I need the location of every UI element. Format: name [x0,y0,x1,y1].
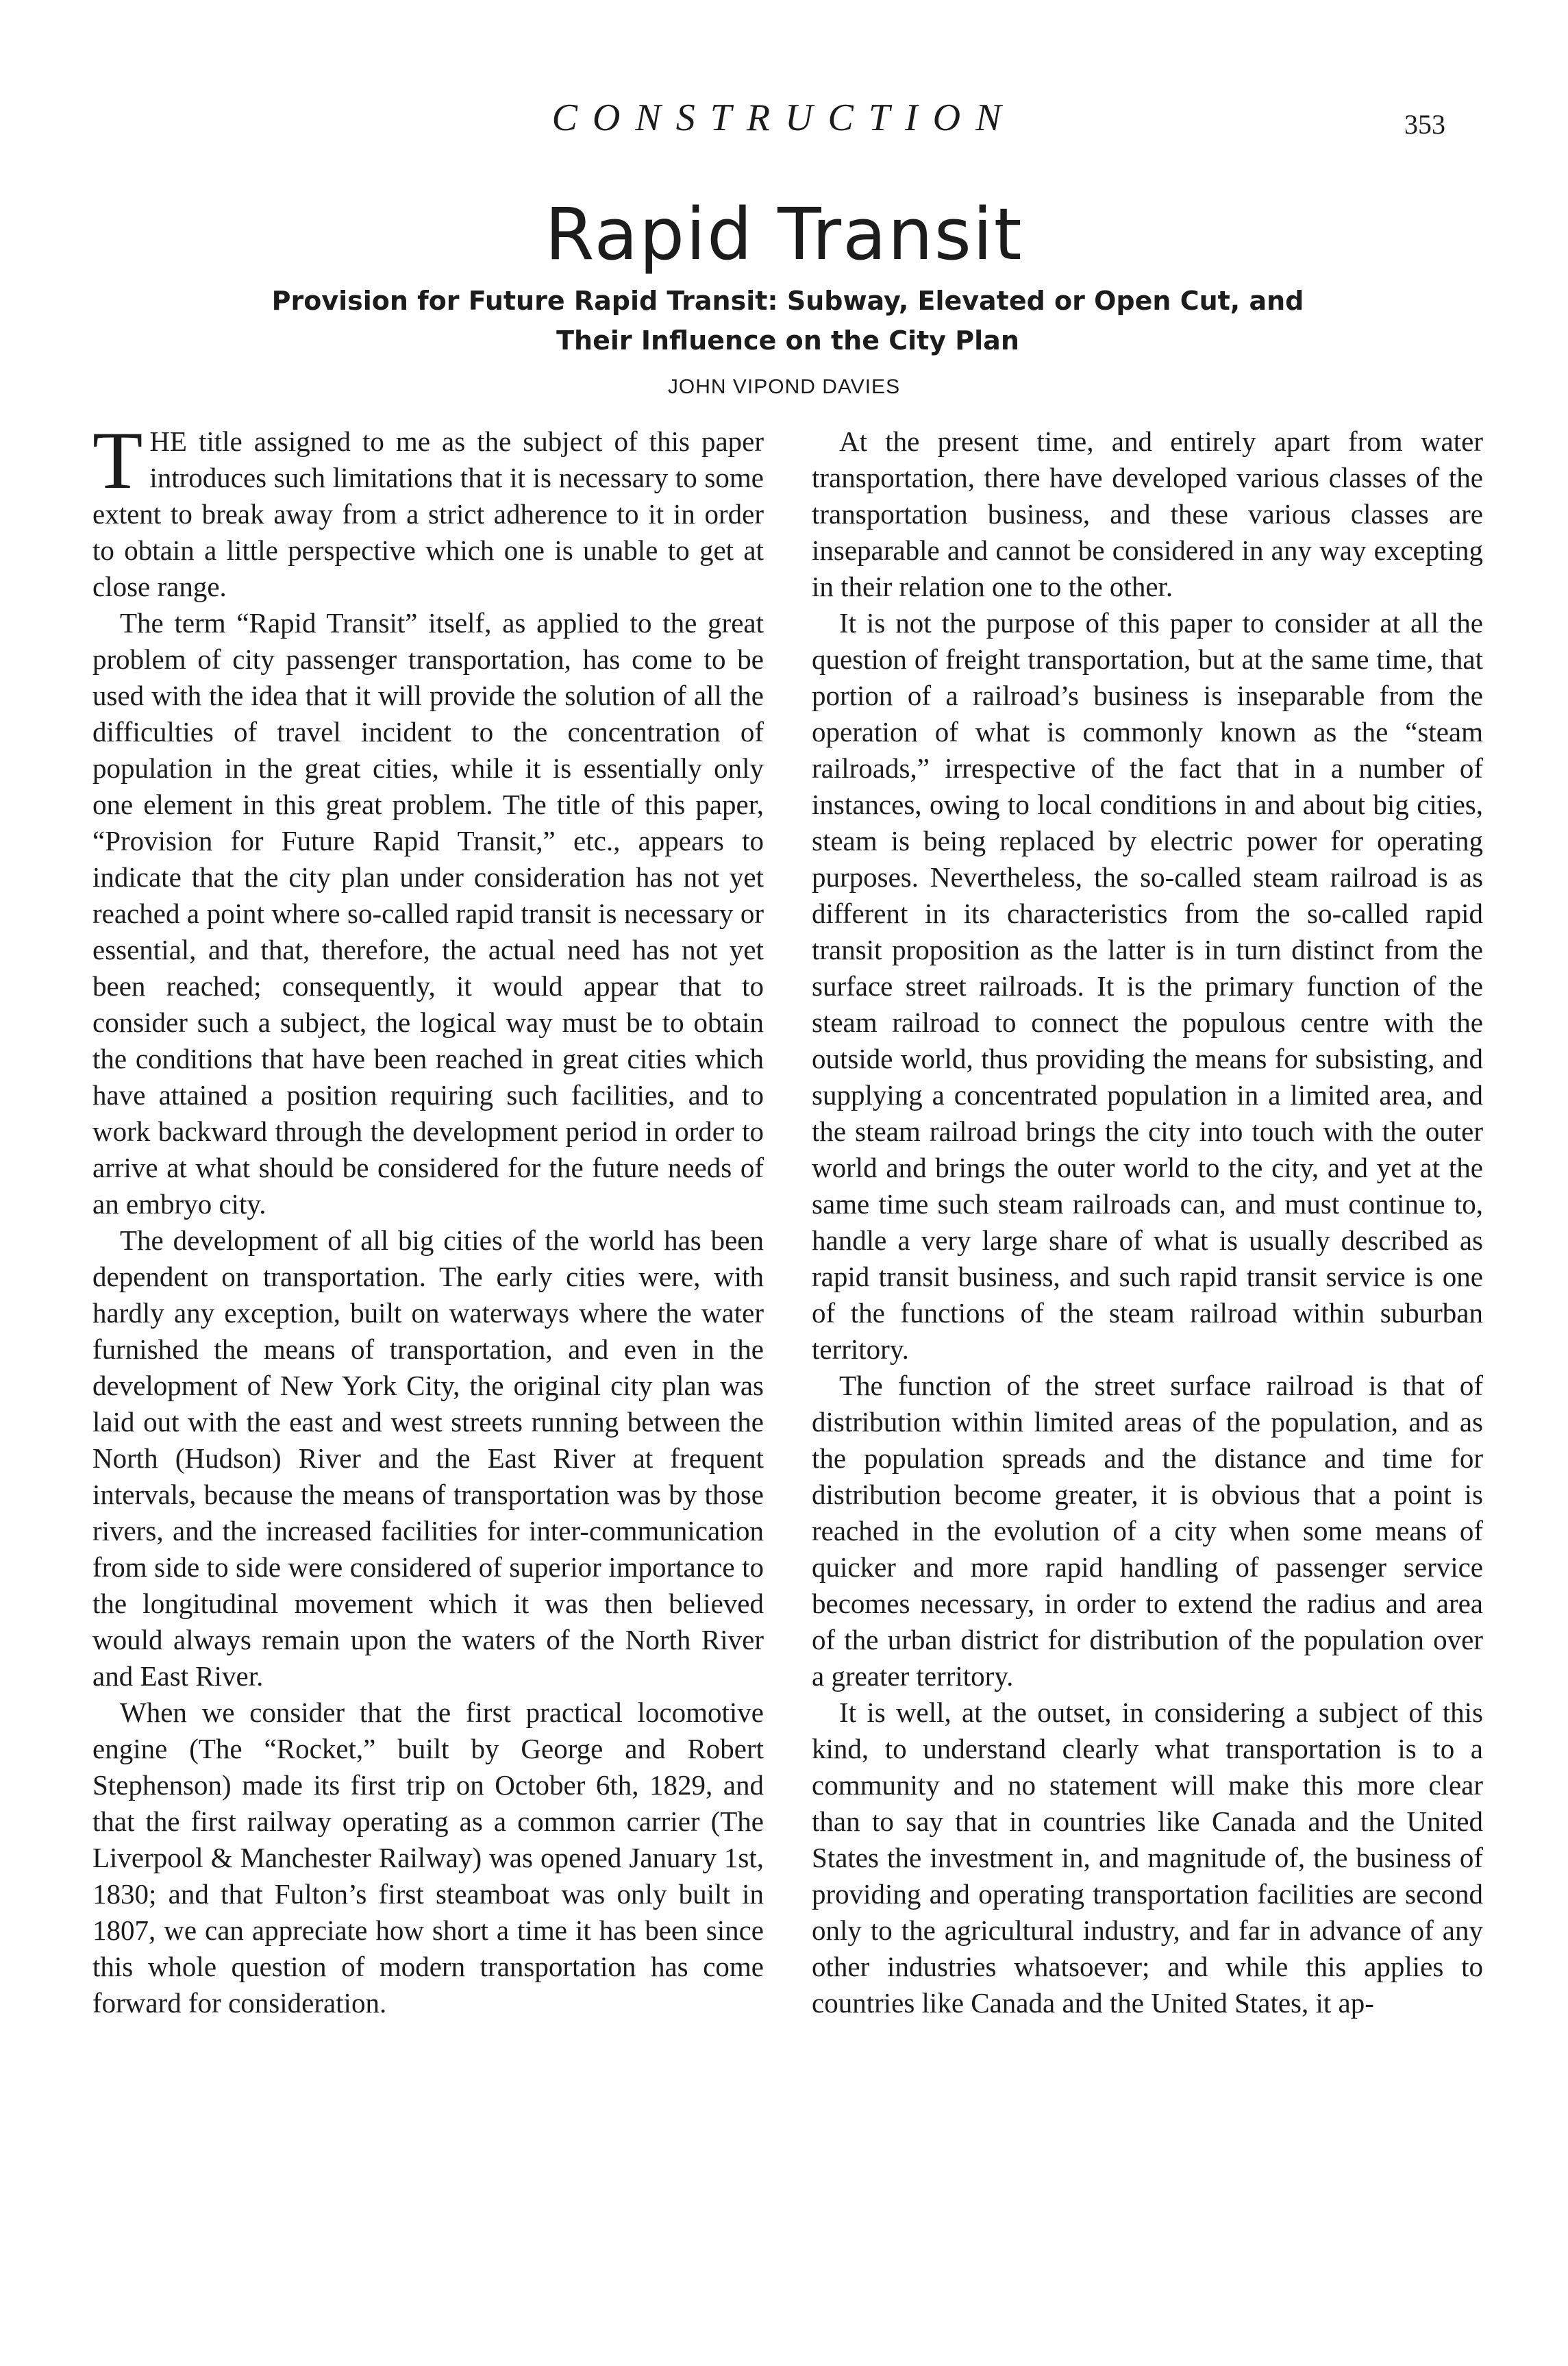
article-title: Rapid Transit [545,193,1023,276]
article-subtitle: Provision for Future Rapid Transit: Subway, Elevated or Open Cut, and Their Influence on the City Plan [271,286,1304,356]
paragraph: The function of the street surface railroad is that of distribution within limited areas of the population, and as the population spreads and the distance and time for distribution become greater, it is obvious that a point is reached in the evolution of a city when some means of quicker and more rapid handling of passenger service becomes necessary, in order to extend the radius and area of the urban district for distribution of the population over a greater territory. [812,1370,1483,1692]
paragraph: The development of all big cities of the world has been dependent on transportation. The early cities were, with hardly any exception, built on waterways where the water furnished the means of transportation, and even in the development of New York City, the original city plan was laid out with the east and west streets running between the North (Hudson) River and the East River at frequent intervals, because the means of transportation was by those rivers, and the increased facilities for inter-communication from side to side were considered of superior importance to the longitudinal movement which it was then believed would always remain upon the waters of the North River and East River. [92,1224,764,1692]
left-column [92,423,764,2308]
lead-caps: HE [149,426,187,457]
paragraph: It is well, at the outset, in considering a subject of this kind, to understand clearly what transportation is to a community and no statement will make this more clear than to say that in countries like Canada and the United States the investment in, and magnitude of, the business of providing and operating transportation facilities are second only to the agricultural industry, and far in advance of any other industries whatsoever; and while this applies to countries like Canada and the United States, it ap- [812,1697,1483,2019]
paragraph-text: title assigned to me as the subject of this paper introduces such limitations that it is necessary to some extent to break away from a strict adherence to it in order to obtain a little perspective which one is unable to get at close range. [92,426,764,602]
article-author: JOHN VIPOND DAVIES [667,375,901,398]
running-head: CONSTRUCTION [551,97,1017,139]
paragraph [92,423,764,605]
drop-cap: T [92,423,143,506]
right-column [812,423,1483,2308]
paragraph: When we consider that the first practical locomotive engine (The “Rocket,” built by George and Robert Stephenson) made its first trip on October 6th, 1829, and that the first railway operating as a common carrier (The Liverpool & Manchester Railway) was opened January 1st, 1830; and that Fulton’s first steamboat was only built in 1807, we can appreciate how short a time it has been since this whole question of modern transportation has come forward for consideration. [92,1697,764,2019]
paragraph: At the present time, and entirely apart from water transportation, there have developed various classes of the transportation business, and these various classes are inseparable and cannot be considered in any way excepting in their relation one to the other. [812,426,1483,602]
paragraph: It is not the purpose of this paper to consider at all the question of freight transportation, but at the same time, that portion of a railroad’s business is inseparable from the operation of what is commonly known as the “steam railroads,” irrespective of the fact that in a number of instances, owing to local conditions in and about big cities, steam is being replaced by electric power for operating purposes. Nevertheless, the so-called steam railroad is as different in its characteristics from the so-called rapid transit proposition as the latter is in turn distinct from the surface street railroads. It is the primary function of the steam railroad to connect the populous centre with the outside world, thus providing the means for subsisting, and supplying a concentrated population in a limited area, and the steam railroad brings the city into touch with the outer world and brings the outer world to the city, and yet at the same time such steam railroads can, and must continue to, handle a very large share of what is usually described as rapid transit business, and such rapid transit service is one of the functions of the steam railroad within suburban territory. [812,607,1483,1365]
page-number: 353 [1404,109,1445,140]
paragraph: The term “Rapid Transit” itself, as applied to the great problem of city passenger transportation, has come to be used with the idea that it will provide the solution of all the difficulties of travel incident to the concentration of population in the great cities, while it is essentially only one element in this great problem. The title of this paper, “Provision for Future Rapid Transit,” etc., appears to indicate that the city plan under consideration has not yet reached a point where so-called rapid transit is necessary or essential, and that, therefore, the actual need has not yet been reached; consequently, it would appear that to consider such a subject, the logical way must be to obtain the conditions that have been reached in great cities which have attained a position requiring such facilities, and to work backward through the development period in order to arrive at what should be considered for the future needs of an embryo city. [92,607,764,1220]
